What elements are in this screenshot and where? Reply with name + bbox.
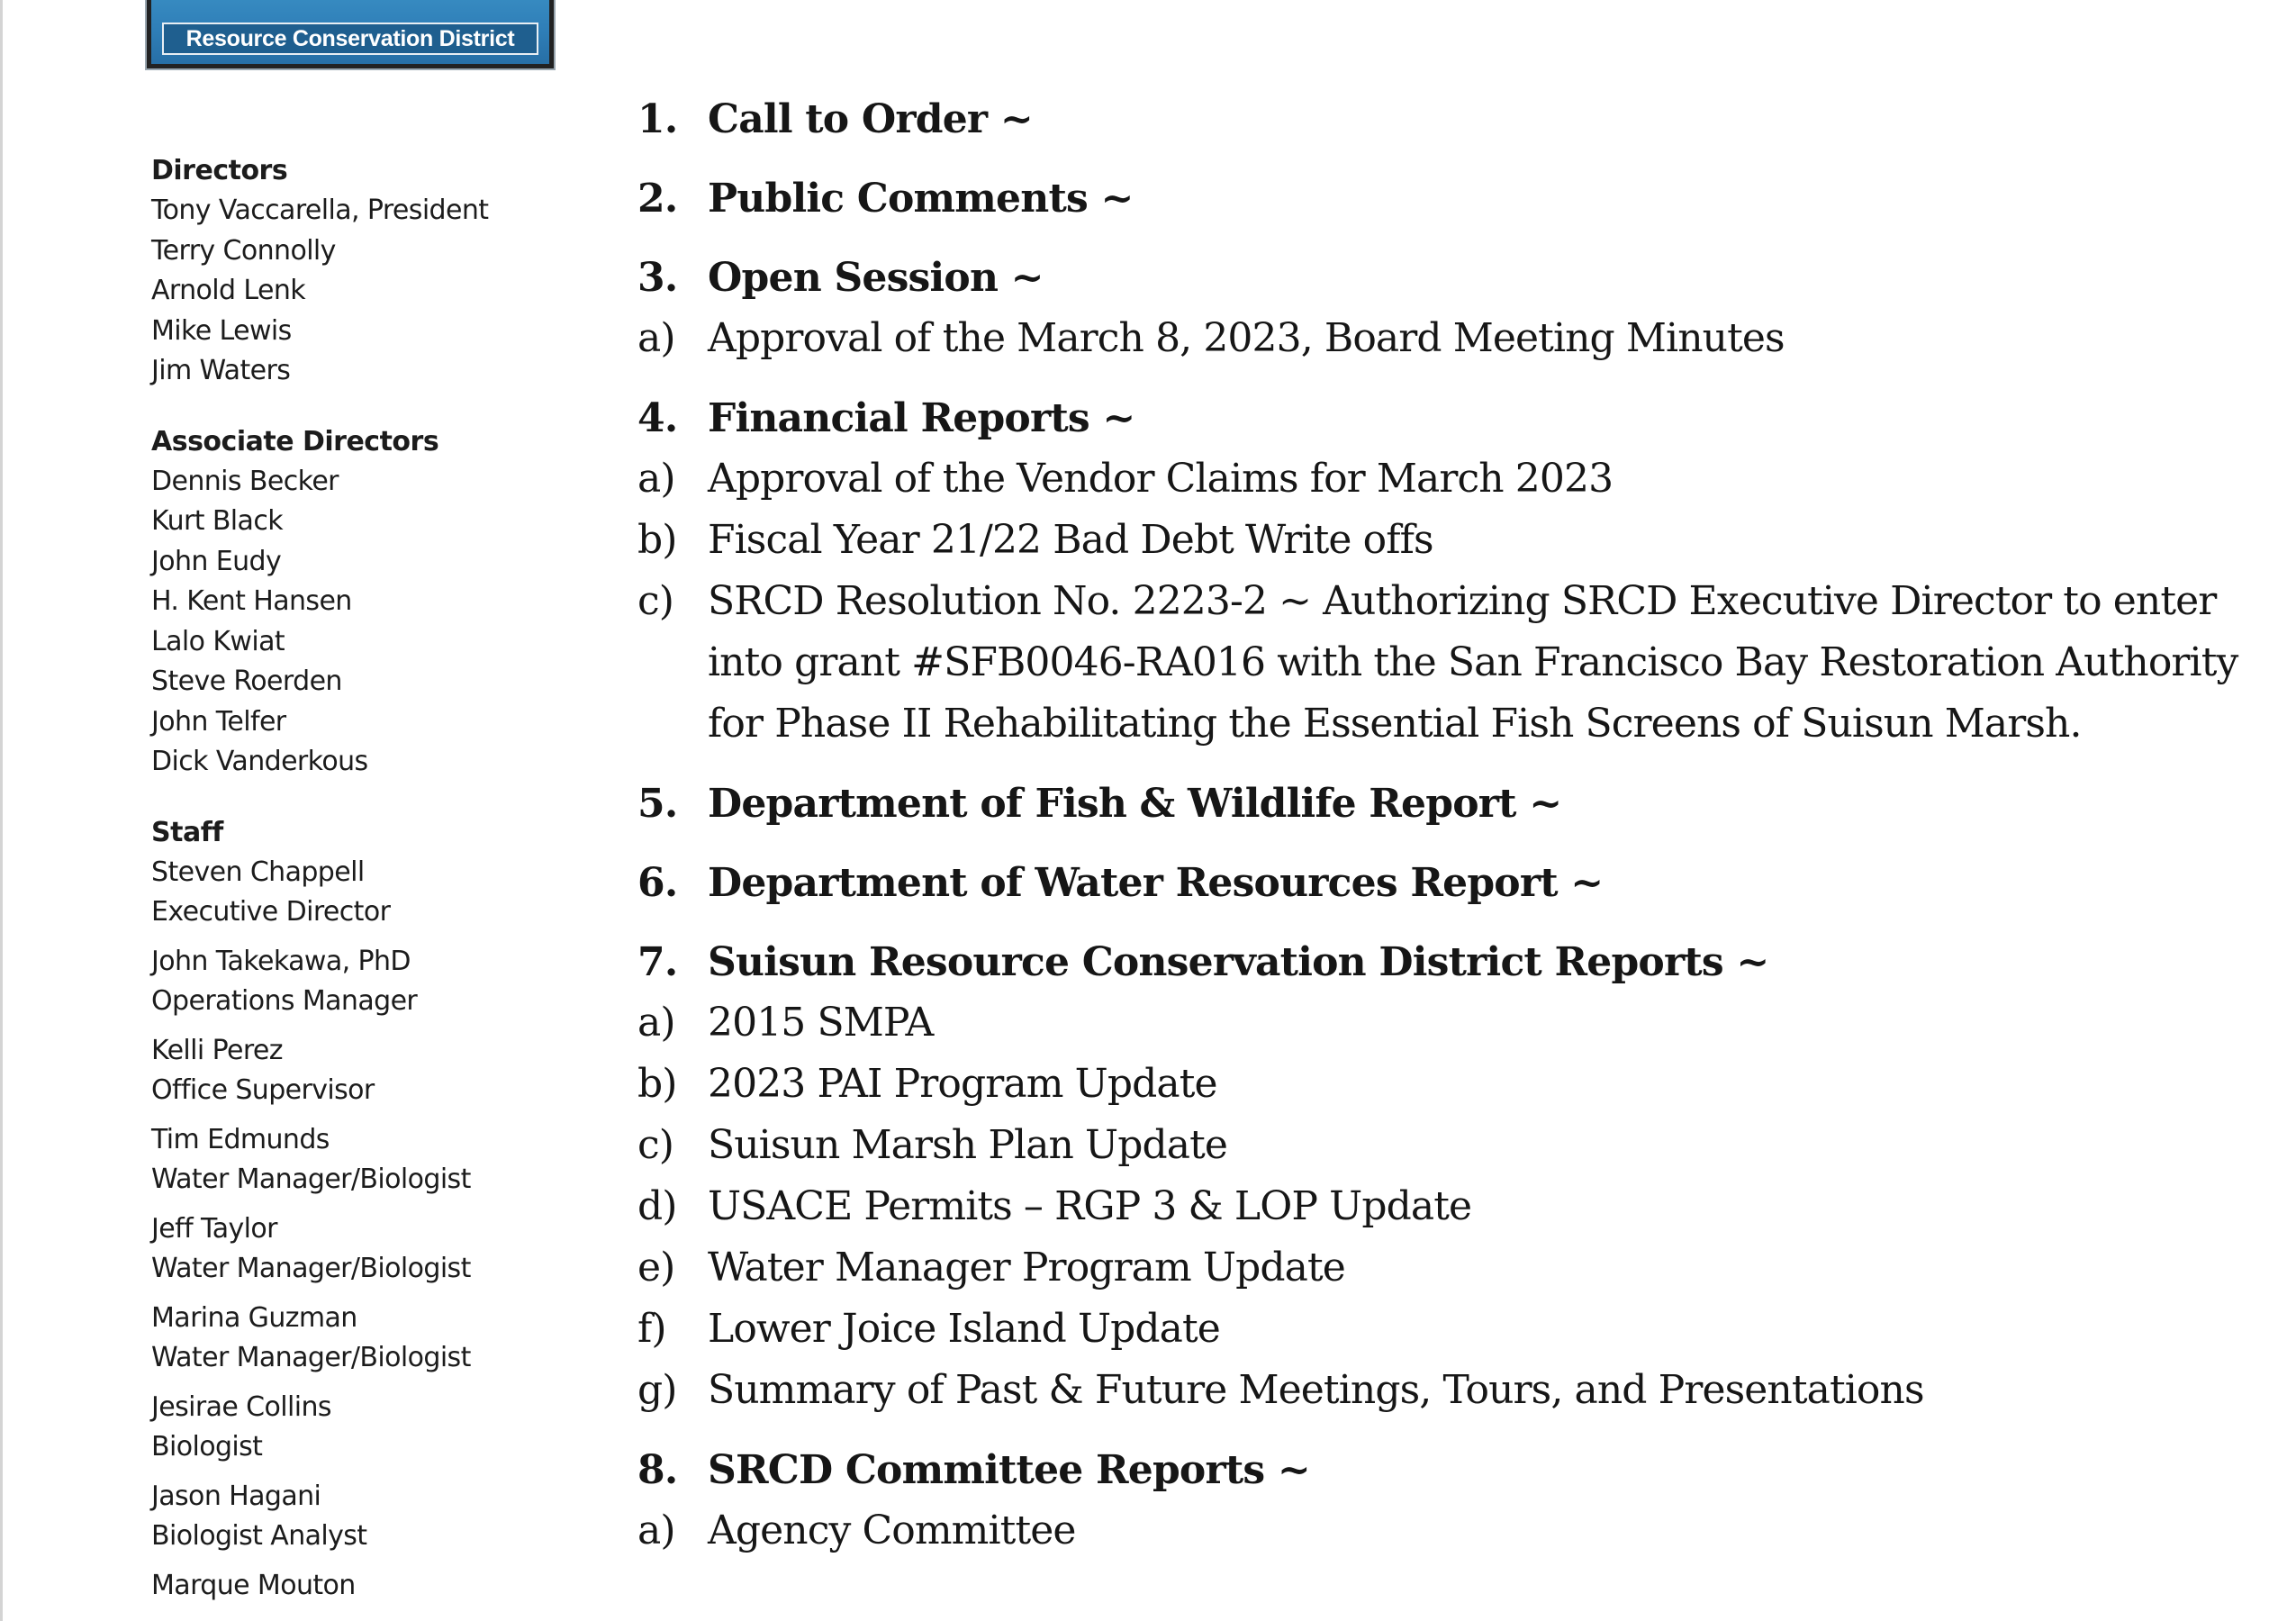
staff-heading: Staff	[151, 816, 223, 848]
agenda-item-heading	[637, 774, 2240, 834]
associate-director-name: Steve Roerden	[151, 666, 342, 697]
agenda-subitem-letter: a)	[637, 1000, 675, 1046]
staff-title: Executive Director	[151, 896, 391, 928]
associate-director-name: Lalo Kwiat	[151, 625, 285, 657]
staff-title: Water Manager/Biologist	[151, 1253, 471, 1284]
agenda-subitem-letter: f)	[637, 1306, 666, 1352]
staff-name: Steven Chappell	[151, 856, 365, 888]
agenda-item-title: Department of Water Resources Report ~	[708, 860, 1604, 906]
agenda-subitem-text: Summary of Past & Future Meetings, Tours, and Presentations	[708, 1367, 1924, 1413]
agenda-item-title: Financial Reports ~	[708, 395, 1135, 441]
agenda-subitem-letter: c)	[637, 578, 674, 624]
agenda-subitem	[637, 448, 2240, 510]
agenda-item-number: 7.	[637, 939, 678, 985]
agenda-item-heading	[637, 169, 2240, 229]
agenda-subitem-text: Agency Committee	[708, 1508, 1076, 1553]
staff-title: Operations Manager	[151, 985, 418, 1017]
agenda-item-title: Call to Order ~	[708, 96, 1033, 142]
staff-title: Office Supervisor	[151, 1074, 375, 1106]
agenda-subitem	[637, 1299, 2240, 1360]
agenda-subitem-letter: a)	[637, 315, 675, 361]
agenda-item-title: Suisun Resource Conservation District Reports ~	[708, 939, 1769, 985]
director-name: Mike Lewis	[151, 314, 292, 347]
agenda-item-number: 6.	[637, 860, 678, 906]
director-name: Tony Vaccarella, President	[151, 195, 489, 226]
agenda-item-number: 8.	[637, 1447, 678, 1493]
agenda-subitem-text: Approval of the Vendor Claims for March 2023	[708, 456, 1614, 502]
agenda-subitem-letter: e)	[637, 1245, 675, 1290]
agenda-subitem-letter: a)	[637, 1508, 675, 1553]
agenda-item-number: 3.	[637, 255, 678, 301]
agenda-subitem	[637, 1237, 2240, 1299]
agenda-item-title: SRCD Committee Reports ~	[708, 1447, 1310, 1493]
staff-name: Jason Hagani	[151, 1480, 321, 1512]
agenda-subitem-text: USACE Permits – RGP 3 & LOP Update	[708, 1183, 1472, 1229]
district-logo	[147, 0, 554, 68]
agenda-subitem-text: Approval of the March 8, 2023, Board Meeting Minutes	[708, 315, 1785, 361]
directors-heading: Directors	[151, 155, 288, 186]
staff-title: Biologist Analyst	[151, 1520, 367, 1552]
director-name: Arnold Lenk	[151, 275, 306, 306]
agenda-item-heading	[637, 389, 2240, 448]
agenda-item-number: 5.	[637, 781, 678, 827]
logo-text: Resource Conservation District	[185, 25, 515, 51]
staff-entry	[151, 1031, 574, 1111]
associate-director-name: Kurt Black	[151, 505, 283, 537]
agenda-item-title: Public Comments ~	[708, 176, 1134, 222]
staff-entry	[151, 1477, 574, 1557]
director-name: Terry Connolly	[151, 234, 336, 267]
agenda-subitem	[637, 510, 2240, 571]
agenda-subitem-text: 2015 SMPA	[708, 1000, 934, 1046]
staff-name: Marque Mouton	[151, 1569, 356, 1601]
staff-entry	[151, 853, 574, 933]
agenda-subitem-text: Fiscal Year 21/22 Bad Debt Write offs	[708, 517, 1433, 563]
agenda-subitem-letter: a)	[637, 456, 675, 502]
directors-group	[151, 151, 574, 392]
agenda-subitem	[637, 1500, 2240, 1562]
agenda-subitem-letter: b)	[637, 517, 677, 563]
agenda-item-heading	[637, 1441, 2240, 1500]
staff-title: Biologist	[151, 1431, 263, 1463]
staff-entry	[151, 1566, 574, 1607]
agenda-item-title: Open Session ~	[708, 255, 1044, 301]
staff-entry	[151, 1209, 574, 1290]
agenda-subitem-text: 2023 PAI Program Update	[708, 1061, 1217, 1107]
agenda-item-number: 4.	[637, 395, 678, 441]
staff-name: Marina Guzman	[151, 1301, 357, 1334]
staff-entry	[151, 1388, 574, 1468]
associate-director-name: John Eudy	[151, 545, 282, 577]
agenda-subitem	[637, 992, 2240, 1054]
associate-director-name: John Telfer	[151, 705, 286, 738]
staff-name: John Takekawa, PhD	[151, 945, 411, 977]
staff-title: Water Manager/Biologist	[151, 1164, 471, 1195]
agenda-subitem-letter: b)	[637, 1061, 677, 1107]
staff-entry	[151, 942, 574, 1022]
agenda-item-number: 1.	[637, 96, 678, 142]
agenda-item-title: Department of Fish & Wildlife Report ~	[708, 781, 1562, 827]
agenda-item-heading	[637, 854, 2240, 913]
associate-directors-group	[151, 422, 574, 783]
agenda-subitem-letter: d)	[637, 1183, 677, 1229]
staff-name: Jeff Taylor	[151, 1212, 277, 1245]
agenda-item-number: 2.	[637, 176, 678, 222]
agenda-item-heading	[637, 933, 2240, 992]
agenda-subitem	[637, 571, 2240, 755]
staff-group	[151, 813, 574, 1607]
sidebar	[151, 151, 574, 1621]
associate-directors-heading: Associate Directors	[151, 425, 439, 457]
staff-name: Tim Edmunds	[151, 1123, 330, 1155]
agenda-subitem	[637, 1360, 2240, 1421]
agenda-subitem	[637, 1054, 2240, 1115]
agenda-list	[637, 90, 2240, 1562]
agenda-subitem-letter: g)	[637, 1367, 677, 1413]
agenda-item-heading	[637, 90, 2240, 149]
director-name: Jim Waters	[151, 355, 291, 386]
agenda-subitem-text: Lower Joice Island Update	[708, 1306, 1220, 1352]
staff-name: Jesirae Collins	[151, 1390, 331, 1423]
staff-name: Kelli Perez	[151, 1034, 283, 1066]
associate-director-name: Dick Vanderkous	[151, 746, 368, 777]
staff-entry	[151, 1299, 574, 1379]
logo-band	[162, 23, 538, 55]
agenda-subitem-text: SRCD Resolution No. 2223-2 ~ Authorizing SRCD Executive Director to enter into grant #SFB0046-RA016 with the San Francisco Bay Restoration Authority for Phase II Rehabilitating the Essential Fish Screens of Suisun Marsh.	[708, 578, 2238, 747]
staff-entry	[151, 1120, 574, 1200]
staff-title: Water Manager/Biologist	[151, 1342, 471, 1373]
agenda-subitem-letter: c)	[637, 1122, 674, 1168]
agenda-subitem-text: Suisun Marsh Plan Update	[708, 1122, 1228, 1168]
agenda-subitem	[637, 1176, 2240, 1237]
agenda-subitem	[637, 1115, 2240, 1176]
associate-director-name: Dennis Becker	[151, 465, 339, 497]
associate-director-name: H. Kent Hansen	[151, 585, 352, 617]
agenda-item-heading	[637, 249, 2240, 308]
agenda-subitem-text: Water Manager Program Update	[708, 1245, 1345, 1290]
agenda-subitem	[637, 308, 2240, 369]
